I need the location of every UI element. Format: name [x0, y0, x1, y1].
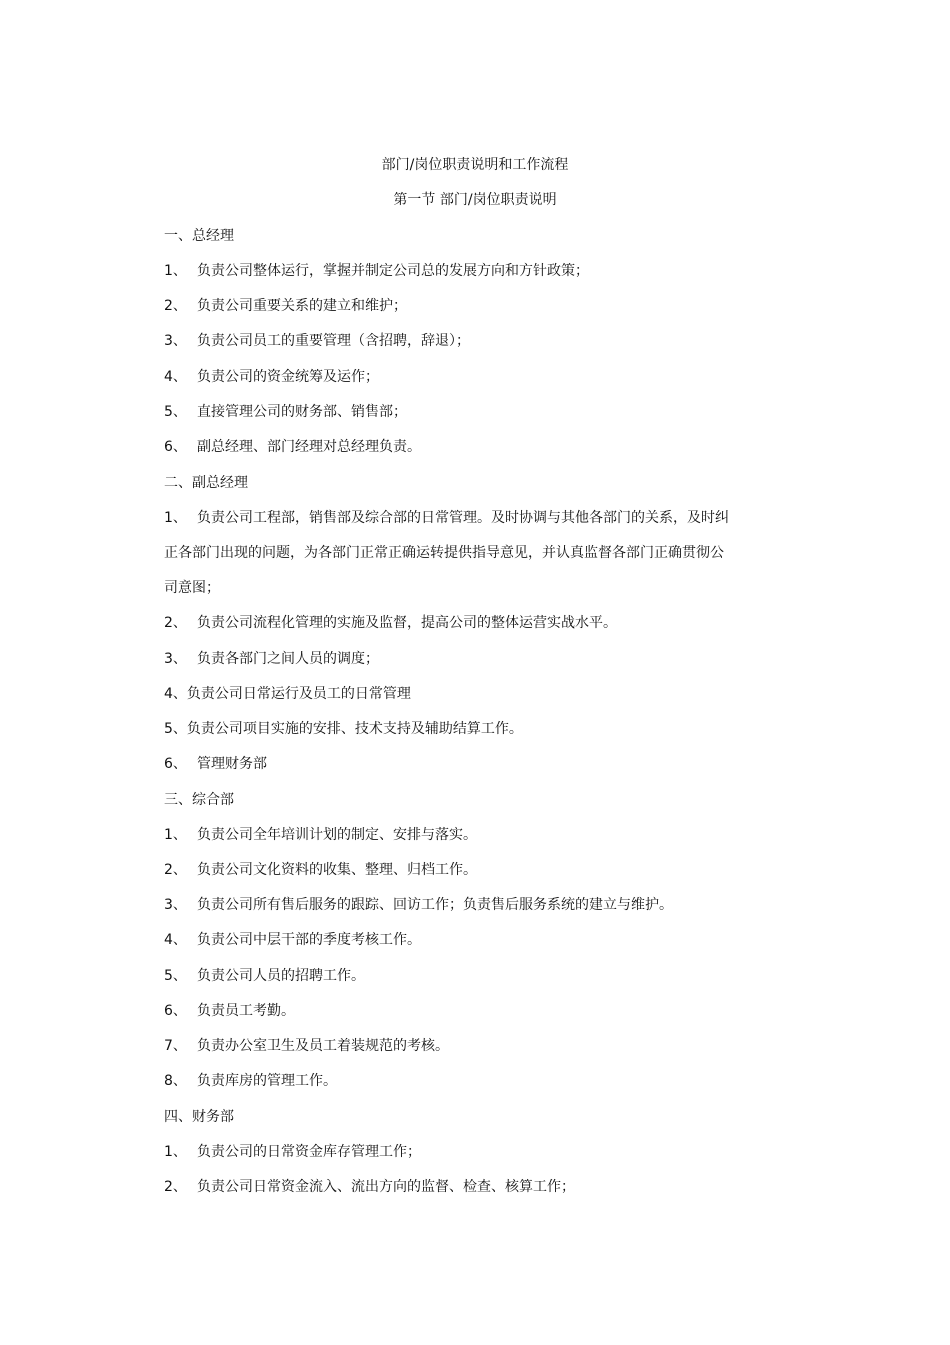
item-number: 8、: [164, 1073, 187, 1089]
item-text: 负责公司工程部，销售部及综合部的日常管理。及时协调与其他各部门的关系，及时纠: [197, 510, 729, 526]
item-text: 管理财务部: [197, 756, 267, 772]
list-item: 4、负责公司日常运行及员工的日常管理: [164, 686, 411, 702]
item-text: 负责公司流程化管理的实施及监督，提高公司的整体运营实战水平。: [197, 615, 617, 631]
list-item: [164, 368, 379, 386]
item-number: 6、: [164, 439, 187, 455]
item-text: 负责公司文化资料的收集、整理、归档工作。: [197, 862, 477, 878]
list-item: [164, 861, 477, 879]
item-text: 负责公司重要关系的建立和维护；: [197, 298, 407, 314]
item-text: 负责公司日常资金流入、流出方向的监督、检查、核算工作；: [197, 1179, 575, 1195]
item-number: 4、: [164, 932, 187, 948]
item-number: 2、: [164, 615, 187, 631]
section-heading: 四、财务部: [164, 1109, 234, 1125]
item-text: 负责办公室卫生及员工着装规范的考核。: [197, 1038, 449, 1054]
list-item: [164, 1072, 337, 1090]
list-item: [164, 1002, 295, 1020]
item-text: 直接管理公司的财务部、销售部；: [197, 404, 407, 420]
item-number: 4、: [164, 369, 187, 385]
item-number: 6、: [164, 756, 187, 772]
list-item: 5、负责公司项目实施的安排、技术支持及辅助结算工作。: [164, 721, 523, 737]
list-item: [164, 509, 729, 527]
item-text: 负责公司全年培训计划的制定、安排与落实。: [197, 827, 477, 843]
list-item-continuation: 司意图；: [164, 580, 220, 596]
list-item: [164, 1178, 575, 1196]
item-text: 负责公司整体运行，掌握并制定公司总的发展方向和方针政策；: [197, 263, 589, 279]
list-item: [164, 967, 365, 985]
item-number: 1、: [164, 827, 187, 843]
list-item: [164, 403, 407, 421]
item-text: 负责公司的资金统筹及运作；: [197, 369, 379, 385]
item-number: 3、: [164, 651, 187, 667]
document-title: 部门/岗位职责说明和工作流程: [381, 157, 569, 173]
section-heading: 二、副总经理: [164, 475, 248, 491]
section-heading: 三、综合部: [164, 792, 234, 808]
item-number: 2、: [164, 862, 187, 878]
list-item: [164, 755, 267, 773]
item-text: 负责各部门之间人员的调度；: [197, 651, 379, 667]
list-item: [164, 931, 421, 949]
list-item: [164, 614, 617, 632]
list-item: [164, 1143, 421, 1161]
section-subtitle: 第一节 部门/岗位职责说明: [393, 192, 557, 208]
item-number: 5、: [164, 404, 187, 420]
item-text: 负责公司中层干部的季度考核工作。: [197, 932, 421, 948]
item-text: 负责公司所有售后服务的跟踪、回访工作；负责售后服务系统的建立与维护。: [197, 897, 673, 913]
item-text: 负责员工考勤。: [197, 1003, 295, 1019]
list-item-continuation: 正各部门出现的问题，为各部门正常正确运转提供指导意见，并认真监督各部门正确贯彻公: [164, 545, 724, 561]
item-number: 1、: [164, 510, 187, 526]
item-number: 1、: [164, 263, 187, 279]
section-heading: 一、总经理: [164, 228, 234, 244]
list-item: [164, 438, 421, 456]
item-text: 负责公司员工的重要管理（含招聘，辞退）；: [197, 333, 470, 349]
item-text: 负责公司的日常资金库存管理工作；: [197, 1144, 421, 1160]
item-number: 2、: [164, 1179, 187, 1195]
item-number: 2、: [164, 298, 187, 314]
list-item: [164, 297, 407, 315]
item-text: 负责公司人员的招聘工作。: [197, 968, 365, 984]
item-number: 6、: [164, 1003, 187, 1019]
item-number: 3、: [164, 333, 187, 349]
list-item: [164, 896, 673, 914]
item-number: 5、: [164, 968, 187, 984]
item-number: 1、: [164, 1144, 187, 1160]
list-item: [164, 262, 589, 280]
list-item: [164, 332, 470, 350]
item-number: 7、: [164, 1038, 187, 1054]
item-text: 负责库房的管理工作。: [197, 1073, 337, 1089]
list-item: [164, 650, 379, 668]
list-item: [164, 1037, 449, 1055]
item-text: 副总经理、部门经理对总经理负责。: [197, 439, 421, 455]
item-number: 3、: [164, 897, 187, 913]
list-item: [164, 826, 477, 844]
